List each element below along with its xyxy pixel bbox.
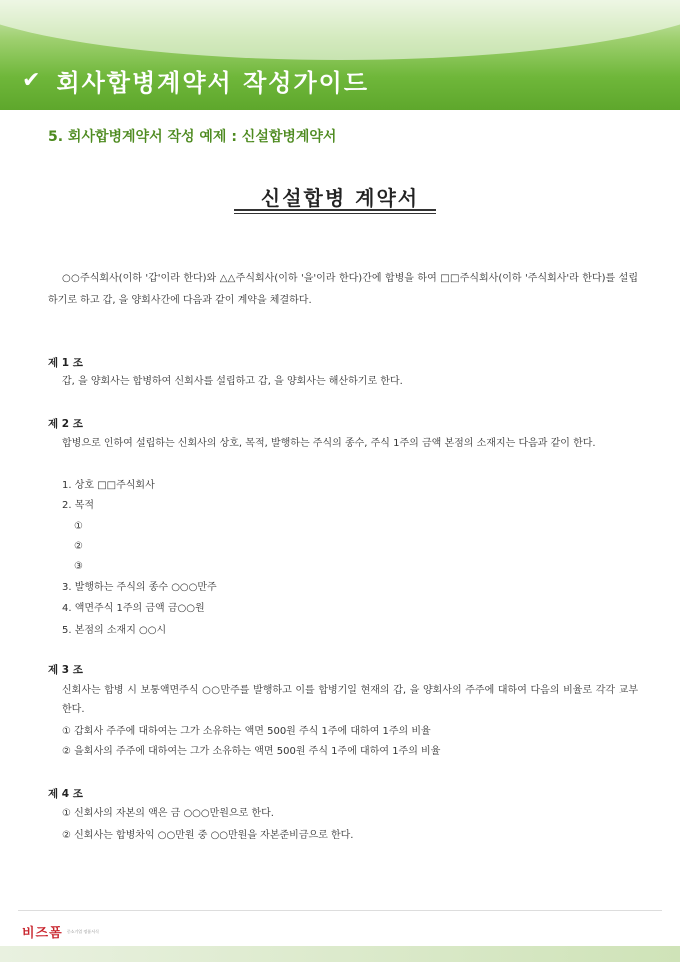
article-4-item: ② 신회사는 합병차익 ○○만원 중 ○○만원을 자본준비금으로 한다.: [62, 830, 354, 841]
article-2-item: 3. 발행하는 주식의 종수 ○○○만주: [62, 582, 217, 593]
article-4-heading: 제 4 조: [48, 788, 83, 800]
check-icon: ✔: [22, 67, 43, 93]
article-2-subitem: ③: [74, 561, 83, 572]
article-1-heading: 제 1 조: [48, 357, 83, 369]
article-2-item: 1. 상호 □□주식회사: [62, 480, 155, 491]
section-heading: 5. 회사합병계약서 작성 예제 : 신설합병계약서: [48, 129, 337, 145]
logo-tagline: 중소기업 정품서식: [66, 929, 99, 934]
article-2-body: 합병으로 인하여 설립하는 신회사의 상호, 목적, 발행하는 주식의 종수, 주식 1주의 금액 본점의 소재지는 다음과 같이 한다.: [62, 438, 596, 449]
article-2-heading: 제 2 조: [48, 418, 83, 430]
article-4-item: ① 신회사의 자본의 액은 금 ○○○만원으로 한다.: [62, 808, 274, 819]
article-3-item: ① 갑회사 주주에 대하여는 그가 소유하는 액면 500원 주식 1주에 대하여 1주의 비율: [62, 726, 431, 737]
bizforms-logo: [22, 922, 127, 941]
article-2-item: 5. 본점의 소재지 ○○시: [62, 625, 167, 636]
footer-divider: [18, 910, 662, 911]
article-3-heading: 제 3 조: [48, 664, 83, 676]
article-1-line: 갑, 을 양회사는 합병하여 신회사를 설립하고 갑, 을 양회사는 해산하기로 한다.: [62, 376, 403, 387]
article-2-item: 4. 액면주식 1주의 금액 금○○원: [62, 603, 205, 614]
guide-title: [22, 62, 369, 98]
header-banner: [0, 0, 680, 110]
article-3-item: ② 을회사의 주주에 대하여는 그가 소유하는 액면 500원 주식 1주에 대하여 1주의 비율: [62, 746, 441, 757]
document-title: 신설합병 계약서: [260, 186, 420, 210]
guide-title-text: 회사합병계약서 작성가이드: [56, 68, 370, 97]
article-2-item: 2. 목적: [62, 500, 95, 511]
banner-glow: [0, 0, 680, 60]
article-2-subitem: ①: [74, 521, 83, 532]
intro-paragraph: ○○주식회사(이하 '갑'이라 한다)와 △△주식회사(이하 '을'이라 한다)간에 합병을 하여 □□주식회사(이하 '주식회사'라 한다)를 설립하기로 하고 갑, 을 양회사간에 다음과 같이 계약을 체결하다.: [48, 273, 638, 306]
article-2-subitem: ②: [74, 541, 83, 552]
title-underline: [234, 209, 436, 214]
logo-mark: 비즈폼: [22, 926, 63, 941]
footer-band: [0, 946, 680, 962]
article-3-body: 신회사는 합병 시 보통액면주식 ○○만주를 발행하고 이를 합병기일 현재의 갑, 을 양회사의 주주에 대하여 다음의 비율로 각각 교부한다.: [62, 685, 638, 715]
